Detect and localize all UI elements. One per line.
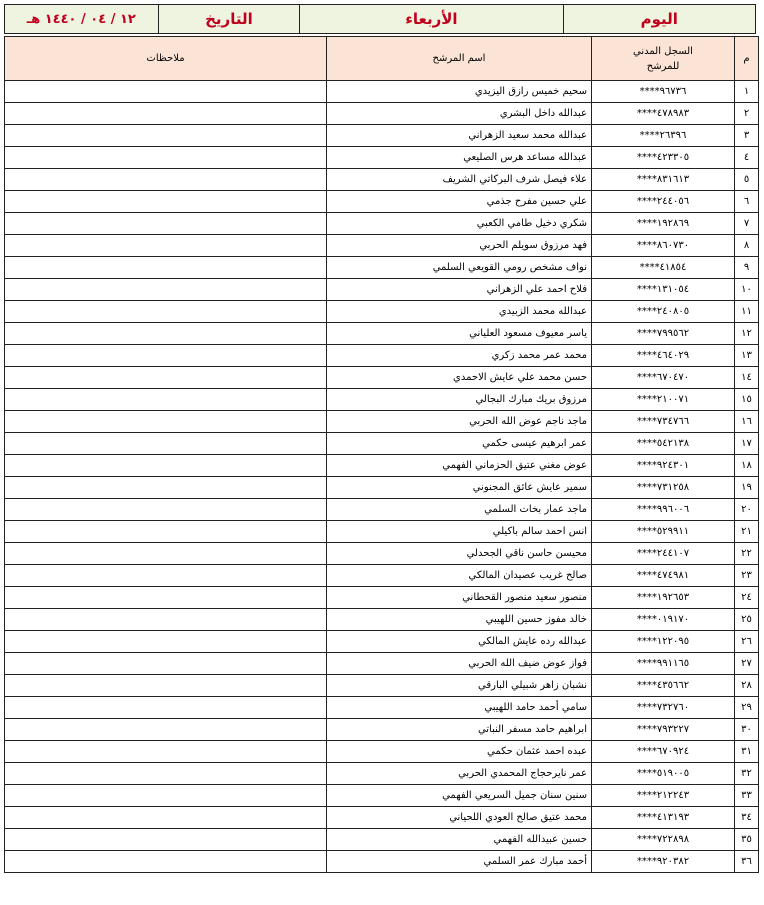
row-civil-id: ****٧٣٢٧٦٠ xyxy=(592,697,735,719)
row-civil-id: ****٩٦٧٣٦ xyxy=(592,81,735,103)
row-civil-id: ****٢١٠٠٧١ xyxy=(592,389,735,411)
row-civil-id: ****٢٦٣٩٦ xyxy=(592,125,735,147)
row-notes xyxy=(5,565,327,587)
row-index: ٢ xyxy=(735,103,759,125)
row-notes xyxy=(5,301,327,323)
row-candidate-name: محمد عمر محمد زكري xyxy=(327,345,592,367)
day-label: اليوم xyxy=(563,5,755,33)
table-row xyxy=(5,785,759,807)
row-civil-id: ****٤١٨٥٤ xyxy=(592,257,735,279)
row-notes xyxy=(5,81,327,103)
row-notes xyxy=(5,235,327,257)
row-civil-id: ****١٩٢٦٥٣ xyxy=(592,587,735,609)
row-index: ٨ xyxy=(735,235,759,257)
table-body xyxy=(5,81,759,873)
row-candidate-name: ماجد ناجم عوض الله الحربي xyxy=(327,411,592,433)
table-row xyxy=(5,499,759,521)
row-index: ١٣ xyxy=(735,345,759,367)
row-civil-id: ****٢٤٤٠٥٦ xyxy=(592,191,735,213)
table-row xyxy=(5,235,759,257)
row-civil-id: ****٨٣١٦١٣ xyxy=(592,169,735,191)
table-row xyxy=(5,389,759,411)
row-index: ٧ xyxy=(735,213,759,235)
row-index: ٢٢ xyxy=(735,543,759,565)
row-civil-id: ****١٢٢٠٩٥ xyxy=(592,631,735,653)
row-notes xyxy=(5,323,327,345)
row-candidate-name: سمير عايش عائق المجنوني xyxy=(327,477,592,499)
row-index: ٣ xyxy=(735,125,759,147)
row-notes xyxy=(5,433,327,455)
row-notes xyxy=(5,653,327,675)
row-index: ٥ xyxy=(735,169,759,191)
row-index: ٢٣ xyxy=(735,565,759,587)
row-civil-id: ****١٣١٠٥٤ xyxy=(592,279,735,301)
row-notes xyxy=(5,367,327,389)
row-candidate-name: منصور سعيد منصور القحطاني xyxy=(327,587,592,609)
row-candidate-name: أحمد مبارك عمر السلمي xyxy=(327,851,592,873)
row-civil-id: ****٧٣١٢٥٨ xyxy=(592,477,735,499)
row-index: ٢٩ xyxy=(735,697,759,719)
row-civil-id: ****٦٧٠٤٧٠ xyxy=(592,367,735,389)
row-candidate-name: شكري دخيل طامي الكعبي xyxy=(327,213,592,235)
table-row xyxy=(5,609,759,631)
table-row xyxy=(5,323,759,345)
row-index: ٣٤ xyxy=(735,807,759,829)
row-index: ١٤ xyxy=(735,367,759,389)
table-row xyxy=(5,257,759,279)
row-index: ٢١ xyxy=(735,521,759,543)
row-civil-id: ****٧٣٤٧٦٦ xyxy=(592,411,735,433)
table-row xyxy=(5,411,759,433)
table-row xyxy=(5,477,759,499)
row-notes xyxy=(5,763,327,785)
row-index: ٣٣ xyxy=(735,785,759,807)
row-candidate-name: فواز عوض ضيف الله الحربي xyxy=(327,653,592,675)
row-candidate-name: عمر ابرهيم عيسى حكمي xyxy=(327,433,592,455)
row-civil-id: ****٥٤٢١٣٨ xyxy=(592,433,735,455)
row-index: ٢٥ xyxy=(735,609,759,631)
table-row xyxy=(5,807,759,829)
row-civil-id: ****٤٧٨٩٨٣ xyxy=(592,103,735,125)
row-civil-id: ****٨٦٠٧٣٠ xyxy=(592,235,735,257)
row-civil-id: ****٩٩١١٦٥ xyxy=(592,653,735,675)
row-candidate-name: حسن محمد علي عايش الاحمدي xyxy=(327,367,592,389)
row-index: ٢٤ xyxy=(735,587,759,609)
row-civil-id: ****٥٢٩٩١١ xyxy=(592,521,735,543)
row-index: ٣١ xyxy=(735,741,759,763)
row-civil-id: ****٧٩٩٥٦٢ xyxy=(592,323,735,345)
row-notes xyxy=(5,741,327,763)
row-civil-id: ****١٩٢٨٦٩ xyxy=(592,213,735,235)
table-row xyxy=(5,433,759,455)
row-index: ٢٧ xyxy=(735,653,759,675)
table-row xyxy=(5,565,759,587)
row-notes xyxy=(5,125,327,147)
row-candidate-name: سحيم خميس رازق اليزيدي xyxy=(327,81,592,103)
row-candidate-name: انس احمد سالم باكيلي xyxy=(327,521,592,543)
row-candidate-name: عبدالله مساعد هرس الصليعي xyxy=(327,147,592,169)
row-candidate-name: نشبان زاهر شبيلي البارقي xyxy=(327,675,592,697)
row-civil-id: ****٤٧٤٩٨١ xyxy=(592,565,735,587)
row-notes xyxy=(5,257,327,279)
row-notes xyxy=(5,169,327,191)
row-candidate-name: عبدالله داخل البشري xyxy=(327,103,592,125)
row-index: ١٢ xyxy=(735,323,759,345)
row-candidate-name: محيسن حاسن ناقي الجحدلي xyxy=(327,543,592,565)
row-index: ٣٦ xyxy=(735,851,759,873)
row-civil-id: ****٦٧٠٩٢٤ xyxy=(592,741,735,763)
row-candidate-name: فهد مرزوق سويلم الحربي xyxy=(327,235,592,257)
table-row xyxy=(5,697,759,719)
table-row xyxy=(5,719,759,741)
row-candidate-name: حسين عبيدالله الفهمي xyxy=(327,829,592,851)
row-candidate-name: عبدالله محمد سعيد الزهراني xyxy=(327,125,592,147)
row-candidate-name: ماجد عمار بخات السلمي xyxy=(327,499,592,521)
row-notes xyxy=(5,499,327,521)
row-notes xyxy=(5,543,327,565)
row-civil-id: ****٧٩٣٢٢٧ xyxy=(592,719,735,741)
row-notes xyxy=(5,675,327,697)
row-candidate-name: صالح غريب عصيدان المالكي xyxy=(327,565,592,587)
row-civil-id: ****٢١٢٢٤٣ xyxy=(592,785,735,807)
row-index: ١٥ xyxy=(735,389,759,411)
column-header-notes: ملاحظات xyxy=(5,37,327,81)
row-notes xyxy=(5,191,327,213)
row-civil-id: ****٤٢٣٣٠٥ xyxy=(592,147,735,169)
row-notes xyxy=(5,829,327,851)
table-row xyxy=(5,829,759,851)
day-value: الأربعاء xyxy=(299,5,562,33)
row-civil-id: ****٤١٣١٩٣ xyxy=(592,807,735,829)
table-row xyxy=(5,653,759,675)
row-candidate-name: عبده احمد عثمان حكمي xyxy=(327,741,592,763)
row-notes xyxy=(5,631,327,653)
table-header-row xyxy=(5,37,759,81)
row-index: ١٦ xyxy=(735,411,759,433)
row-index: ٢٠ xyxy=(735,499,759,521)
row-civil-id: ****٤٦٤٠٢٩ xyxy=(592,345,735,367)
row-civil-id: ****٢٤٤١٠٧ xyxy=(592,543,735,565)
row-index: ٣٥ xyxy=(735,829,759,851)
table-row xyxy=(5,543,759,565)
row-notes xyxy=(5,411,327,433)
row-civil-id: ****٠١٩١٧٠ xyxy=(592,609,735,631)
table-row xyxy=(5,81,759,103)
row-candidate-name: ابراهيم حامد مسفر النباتي xyxy=(327,719,592,741)
table-row xyxy=(5,587,759,609)
row-candidate-name: سامي أحمد حامد اللهيبي xyxy=(327,697,592,719)
table-row xyxy=(5,631,759,653)
row-notes xyxy=(5,719,327,741)
row-notes xyxy=(5,609,327,631)
row-civil-id: ****٥١٩٠٠٥ xyxy=(592,763,735,785)
row-index: ١٠ xyxy=(735,279,759,301)
row-notes xyxy=(5,213,327,235)
row-index: ٦ xyxy=(735,191,759,213)
row-index: ٣٢ xyxy=(735,763,759,785)
row-candidate-name: عبدالله رده عايش المالكي xyxy=(327,631,592,653)
row-index: ٣٠ xyxy=(735,719,759,741)
row-index: ١ xyxy=(735,81,759,103)
header-band xyxy=(4,4,756,34)
row-index: ١٨ xyxy=(735,455,759,477)
table-row xyxy=(5,367,759,389)
table-row xyxy=(5,763,759,785)
row-index: ٢٦ xyxy=(735,631,759,653)
row-notes xyxy=(5,807,327,829)
row-notes xyxy=(5,279,327,301)
table-row xyxy=(5,301,759,323)
row-candidate-name: محمد عتيق صالح العودي اللحياني xyxy=(327,807,592,829)
row-candidate-name: علي حسين مفرح جذمي xyxy=(327,191,592,213)
column-header-name: اسم المرشح xyxy=(327,37,592,81)
row-index: ٩ xyxy=(735,257,759,279)
row-candidate-name: عوض مغني عتيق الحزماني الفهمي xyxy=(327,455,592,477)
row-index: ٢٨ xyxy=(735,675,759,697)
table-row xyxy=(5,103,759,125)
row-notes xyxy=(5,697,327,719)
row-notes xyxy=(5,345,327,367)
row-index: ١٧ xyxy=(735,433,759,455)
date-value: ١٢ / ٠٤ / ١٤٤٠ هـ xyxy=(26,11,136,27)
row-candidate-name: عبدالله محمد الزبيدي xyxy=(327,301,592,323)
table-row xyxy=(5,345,759,367)
row-candidate-name: علاء فيصل شرف البركاتي الشريف xyxy=(327,169,592,191)
table-row xyxy=(5,147,759,169)
row-notes xyxy=(5,785,327,807)
row-civil-id: ****٩٩٦٠٠٦ xyxy=(592,499,735,521)
row-civil-id: ****٩٢٤٣٠١ xyxy=(592,455,735,477)
table-row xyxy=(5,169,759,191)
table-row xyxy=(5,741,759,763)
table-row xyxy=(5,213,759,235)
table-row xyxy=(5,851,759,873)
row-civil-id: ****٧٢٢٨٩٨ xyxy=(592,829,735,851)
row-notes xyxy=(5,455,327,477)
table-row xyxy=(5,191,759,213)
row-notes xyxy=(5,521,327,543)
row-notes xyxy=(5,147,327,169)
row-civil-id: ****٩٢٠٣٨٢ xyxy=(592,851,735,873)
table-row xyxy=(5,125,759,147)
row-candidate-name: خالد مفوز حسين اللهيبي xyxy=(327,609,592,631)
row-index: ١١ xyxy=(735,301,759,323)
row-candidate-name: مرزوق بريك مبارك البجالي xyxy=(327,389,592,411)
table-row xyxy=(5,521,759,543)
row-notes xyxy=(5,587,327,609)
row-candidate-name: ياسر معيوف مسعود العلياني xyxy=(327,323,592,345)
table-row xyxy=(5,279,759,301)
column-header-civil-id: السجل المدني للمرشح xyxy=(592,37,735,81)
row-notes xyxy=(5,103,327,125)
row-index: ٤ xyxy=(735,147,759,169)
table-row xyxy=(5,675,759,697)
row-notes xyxy=(5,477,327,499)
row-candidate-name: سنين سنان جميل السريعي الفهمي xyxy=(327,785,592,807)
candidates-table xyxy=(4,36,759,873)
row-civil-id: ****٢٤٠٨٠٥ xyxy=(592,301,735,323)
row-candidate-name: فلاح احمد علي الزهراني xyxy=(327,279,592,301)
row-civil-id: ****٤٣٥٦٦٢ xyxy=(592,675,735,697)
row-candidate-name: عمر نايرحجاج المحمدي الحربي xyxy=(327,763,592,785)
table-row xyxy=(5,455,759,477)
row-index: ١٩ xyxy=(735,477,759,499)
column-header-index: م xyxy=(735,37,759,81)
date-label: التاريخ xyxy=(158,5,300,33)
row-notes xyxy=(5,851,327,873)
row-candidate-name: نواف مشخص رومي القويعي السلمي xyxy=(327,257,592,279)
row-notes xyxy=(5,389,327,411)
